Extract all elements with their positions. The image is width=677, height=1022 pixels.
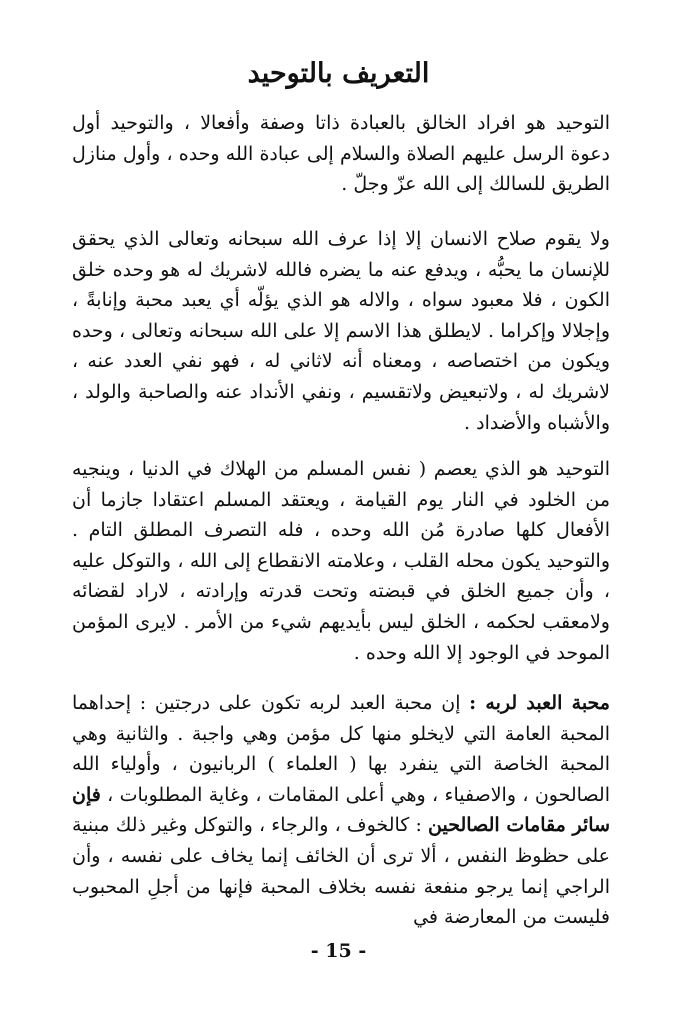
love-heading: محبة العبد لربه : — [469, 692, 610, 714]
love-bold-phrase: فإن سائر مقامات الصالحين — [72, 783, 611, 837]
paragraph-definition: التوحيد هو افراد الخالق بالعبادة ذاتا وصفة وأفعالا ، والتوحيد أول دعوة الرسل عليهم الصلاة والسلام إلى عبادة الله وحده ، وأول منازل الطريق للسالك إلى الله عزّ وجلّ . — [72, 112, 610, 196]
love-text-part2: : كالخوف ، والرجاء ، والتوكل وغير ذلك مبنية على حظوظ النفس ، ألا ترى أن الخائف إنما يخاف على نفسه ، وأن الراجي إنما يرجو منفعة نفسه بخلاف المحبة فإنها من أجلِ المحبوب فليست من المعارضة في — [72, 814, 610, 929]
paragraph-righteousness: ولا يقوم صلاح الانسان إلا إذا عرف الله سبحانه وتعالى الذي يحقق للإنسان ما يحبُّه ، ويدفع عنه ما يضره فالله لاشريك له هو وحده خلق الكون ، فلا معبود سواه ، والاله هو الذي يؤلّه أي يعبد محبة وإنابةً ، وإجلالا وإكراما . لايطلق هذا الاسم إلا على الله سبحانه وتعالى ، وحده ويكون من اختصاصه ، ومعناه أنه لاثاني له ، فهو نفي العدد عنه ، لاشريك له ، ولاتبعيض ولاتقسيم ، ونفي الأنداد عنه والصاحبة والولد ، والأشباه والأضداد . — [72, 228, 610, 434]
love-text-part1: إن محبة العبد لربه تكون على درجتين : إحداهما المحبة العامة التي لايخلو منها كل مؤمن وهي واجبة . والثانية وهي المحبة الخاصة التي ينفرد بها ( العلماء ) الربانيون ، وأولياء الله الصالحون ، والاصفياء ، وهي أعلى المقامات ، وغاية المطلوبات ، — [72, 692, 610, 806]
page-number: - 15 - — [310, 940, 367, 962]
page-title: التعريف بالتوحيد — [247, 58, 430, 89]
paragraph-protection: التوحيد هو الذي يعصم ( نفس المسلم من الهلاك في الدنيا ، وينجيه من الخلود في النار يوم القيامة ، ويعتقد المسلم اعتقادا جازما أن الأفعال كلها صادرة مُن الله وحده ، فله التصرف المطلق التام . والتوحيد يكون محله القلب ، وعلامته الانقطاع إلى الله ، والتوكل عليه ، وأن جميع الخلق في قبضته وتحت قدرته وإرادته ، لاراد لقضائه ولامعقب لحكمه ، الخلق ليس بأيديهم شيء من الأمر . لايرى المؤمن الموحد في الوجود إلا الله وحده . — [72, 458, 610, 664]
paragraph-love-of-lord — [72, 688, 610, 933]
